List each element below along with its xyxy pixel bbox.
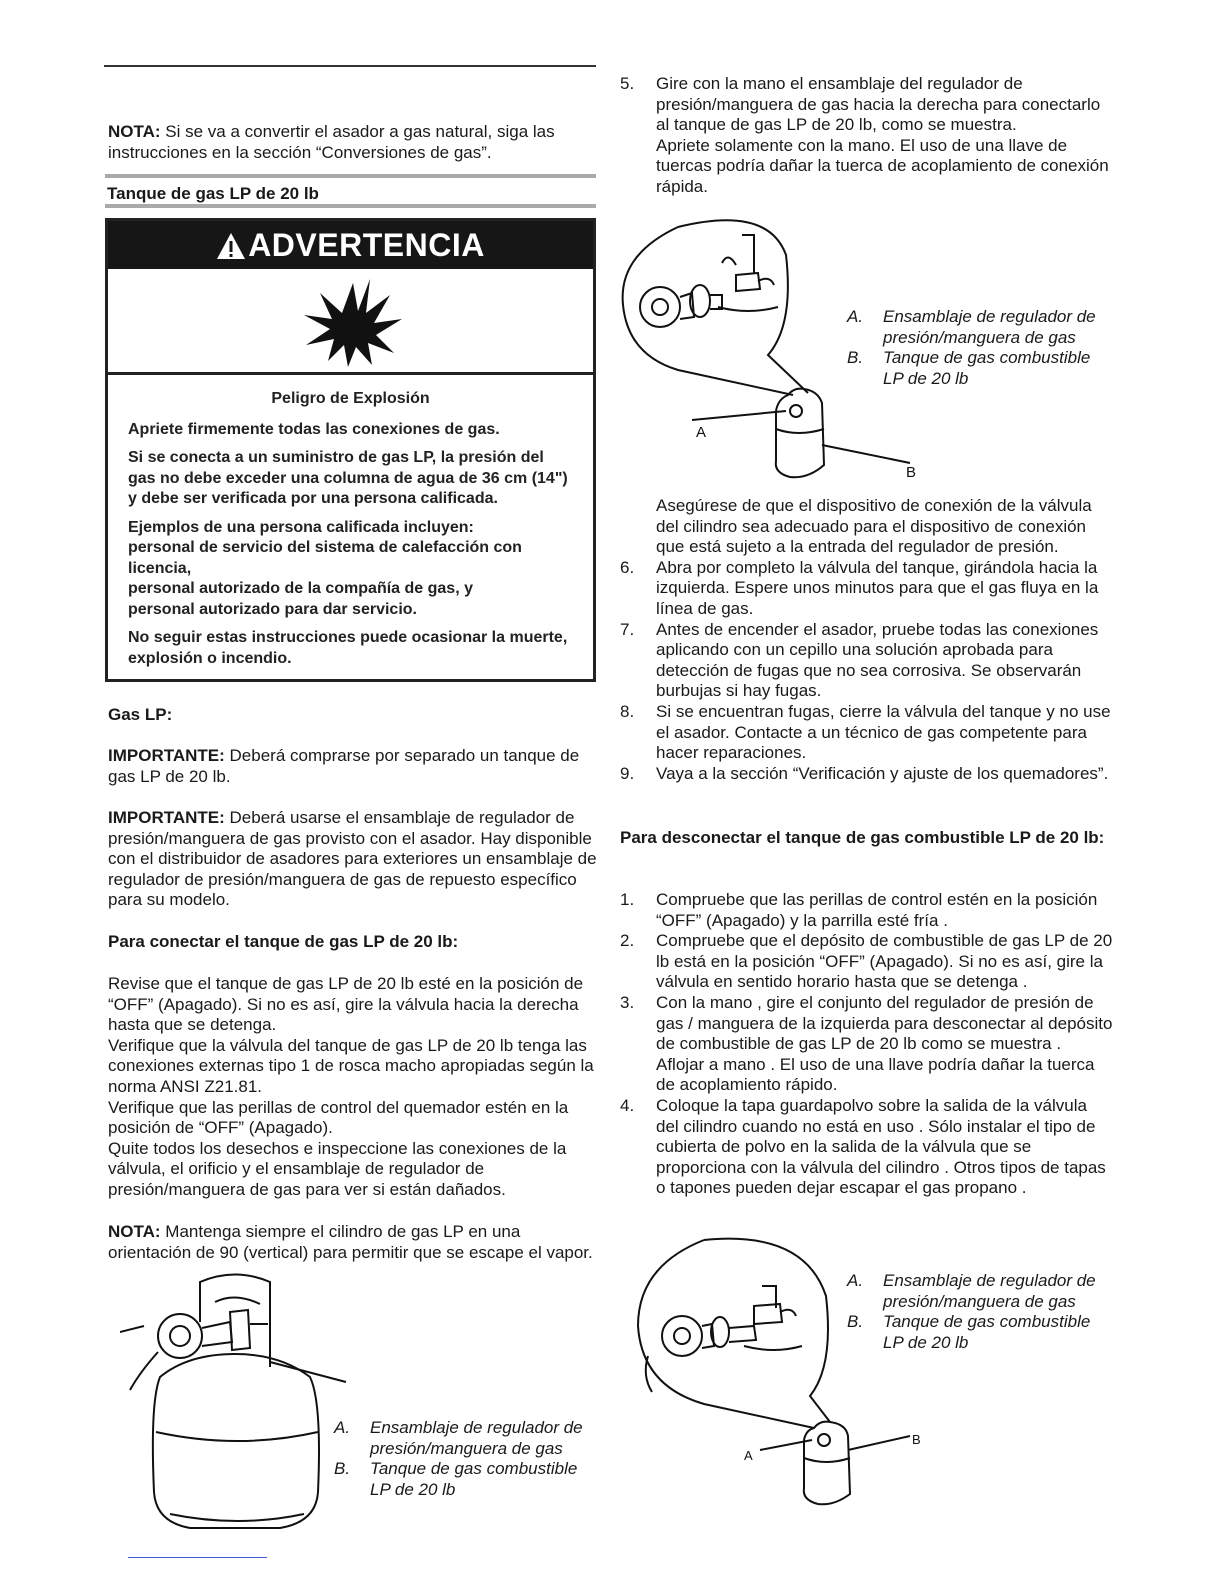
warning-text-4: No seguir estas instrucciones puede ocasionar la muerte, explosión o incendio. [128, 629, 568, 667]
connect-paragraphs [108, 974, 598, 1201]
fig-label-a: A [744, 1448, 753, 1463]
warning-icon-area [108, 269, 593, 372]
warning-box [105, 218, 596, 682]
connect-paragraph: Verifique que las perillas de control del quemador estén en la posición de “OFF” (Apagado). [108, 1097, 569, 1138]
footer-link-rule [128, 1557, 267, 1558]
connect-heading: Para conectar el tanque de gas LP de 20 lb: [108, 932, 459, 951]
disconnect-step-item: 2. Compruebe que el depósito de combustible de gas LP de 20 lb está en la posición “OFF” (Apagado). Si no es así, gire la válvula en sentido horario hasta que se detenga . [620, 931, 1113, 992]
nota-vertical: NOTA: Mantenga siempre el cilindro de gas LP en una orientación de 90 (vertical) para permitir que se escape el vapor. [108, 1222, 593, 1262]
legend-left [334, 1418, 594, 1500]
connect-paragraph: Quite todos los desechos e inspeccione las conexiones de la válvula, el orificio y el ensamblaje de regulador de presión/manguera de gas para ver si están dañados. [108, 1138, 567, 1199]
fig-label-b: B [906, 464, 917, 481]
warning-header: ADVERTENCIA [108, 221, 593, 269]
disconnect-step-item: 4. Coloque la tapa guardapolvo sobre la salida de la válvula del cilindro cuando no está en uso . Sólo instalar el tipo de cubierta de polvo en la salida de la válvula que se proporciona con la válvula del cilindro . Otros tipos de tapas o tapones pueden dejar escapar el gas propano . [620, 1095, 1106, 1198]
legend-item-b: B. Tanque de gas combustible LP de 20 lb [847, 1312, 1091, 1352]
cylinder-figure-left [120, 1262, 360, 1552]
step-item: 9. Vaya a la sección “Verificación y ajuste de los quemadores”. [620, 763, 1109, 783]
disconnect-heading: Para desconectar el tanque de gas combustible LP de 20 lb: [620, 828, 1105, 847]
legend-item-a: A. Ensamblaje de regulador de presión/manguera de gas [334, 1418, 583, 1458]
section-title: Tanque de gas LP de 20 lb [105, 174, 596, 208]
warning-text-3: Ejemplos de una persona calificada incluyen: personal de servicio del sistema de calefacción con licencia, personal autorizado de la compañía de gas, y personal autorizado para dar servicio. [128, 518, 522, 618]
step-item: 6. Abra por completo la válvula del tanque, girándola hacia la izquierda. Espere unos minutos para que el gas fluya en la línea de gas. [620, 557, 1099, 618]
step-item: 8. Si se encuentran fugas, cierre la válvula del tanque y no use el asador. Contacte a un técnico de gas competente para hacer reparaciones. [620, 701, 1111, 763]
connect-paragraph: Verifique que la válvula del tanque de gas LP de 20 lb tenga las conexiones externas tipo 1 de rosca macho apropiadas según la norma ANSI Z21.81. [108, 1035, 594, 1096]
disconnect-step-item: 3. Con la mano , gire el conjunto del regulador de presión de gas / manguera de la izquierda para desconectar al depósito de combustible de gas LP de 20 lb como se muestra . Aflojar a mano . El uso de una llave podría dañar la tuerca de acoplamiento rápido. [620, 992, 1113, 1095]
legend-item-a: A. Ensamblaje de regulador de presión/manguera de gas [847, 307, 1096, 347]
disconnect-step-item: 1. Compruebe que las perillas de control estén en la posición “OFF” (Apagado) y la parrilla esté fría . [620, 890, 1098, 930]
legend-item-a: A. Ensamblaje de regulador de presión/manguera de gas [847, 1271, 1096, 1311]
warning-triangle-icon [216, 232, 246, 260]
gas-lp-heading: Gas LP: [108, 705, 173, 724]
connect-paragraph: Revise que el tanque de gas LP de 20 lb esté en la posición de “OFF” (Apagado). Si no es así, gire la válvula hacia la derecha hasta que se detenga. [108, 974, 584, 1035]
steps-6-9 [620, 496, 1114, 784]
important-note-2: IMPORTANTE: Deberá usarse el ensamblaje de regulador de presión/manguera de gas provisto con el asador. Hay disponible con el distribuidor de asadores para exteriores un ensamblaje de regulador de presión/manguera de gas de repuesto específico para su modelo. [108, 808, 597, 910]
step-item: 7. Antes de encender el asador, pruebe todas las conexiones aplicando con un cepillo una solución aprobada para detección de fugas que no sea corrosiva. Se observarán burbujas si hay fugas. [620, 619, 1099, 701]
legend-right-top [847, 307, 1113, 389]
legend-right-bottom [847, 1271, 1113, 1353]
step-5: 5. Gire con la mano el ensamblaje del regulador de presión/manguera de gas hacia la derecha para conectarlo al tanque de gas LP de 20 lb, como se muestra. Apriete solamente con la mano. El uso de una llave de tuercas podría dañar la tuerca de acoplamiento de conexión rápida. [620, 74, 1109, 196]
fig-label-a: A [696, 424, 707, 441]
important-note-1: IMPORTANTE: Deberá comprarse por separado un tanque de gas LP de 20 lb. [108, 746, 580, 786]
warning-body [108, 375, 593, 669]
explosion-icon [298, 273, 408, 369]
warning-text-2: Si se conecta a un suministro de gas LP, la presión del gas no debe exceder una columna de agua de 36 cm (14") y debe ser verificada por una persona calificada. [128, 449, 568, 507]
warning-title: Peligro de Explosión [271, 390, 430, 407]
step-5-note: Asegúrese de que el dispositivo de conexión de la válvula del cilindro sea adecuado para el dispositivo de conexión que está sujeto a la entrada del regulador de presión. [656, 496, 1092, 557]
disconnect-steps [620, 890, 1114, 1199]
warning-text-1: Apriete firmemente todas las conexiones de gas. [128, 420, 500, 438]
nota-gas-natural: NOTA: Si se va a convertir el asador a gas natural, siga las instrucciones en la sección “Conversiones de gas”. [108, 122, 555, 162]
top-rule [104, 65, 596, 67]
fig-label-b: B [912, 1432, 921, 1447]
legend-item-b: B. Tanque de gas combustible LP de 20 lb [334, 1459, 578, 1499]
legend-item-b: B. Tanque de gas combustible LP de 20 lb [847, 348, 1091, 388]
